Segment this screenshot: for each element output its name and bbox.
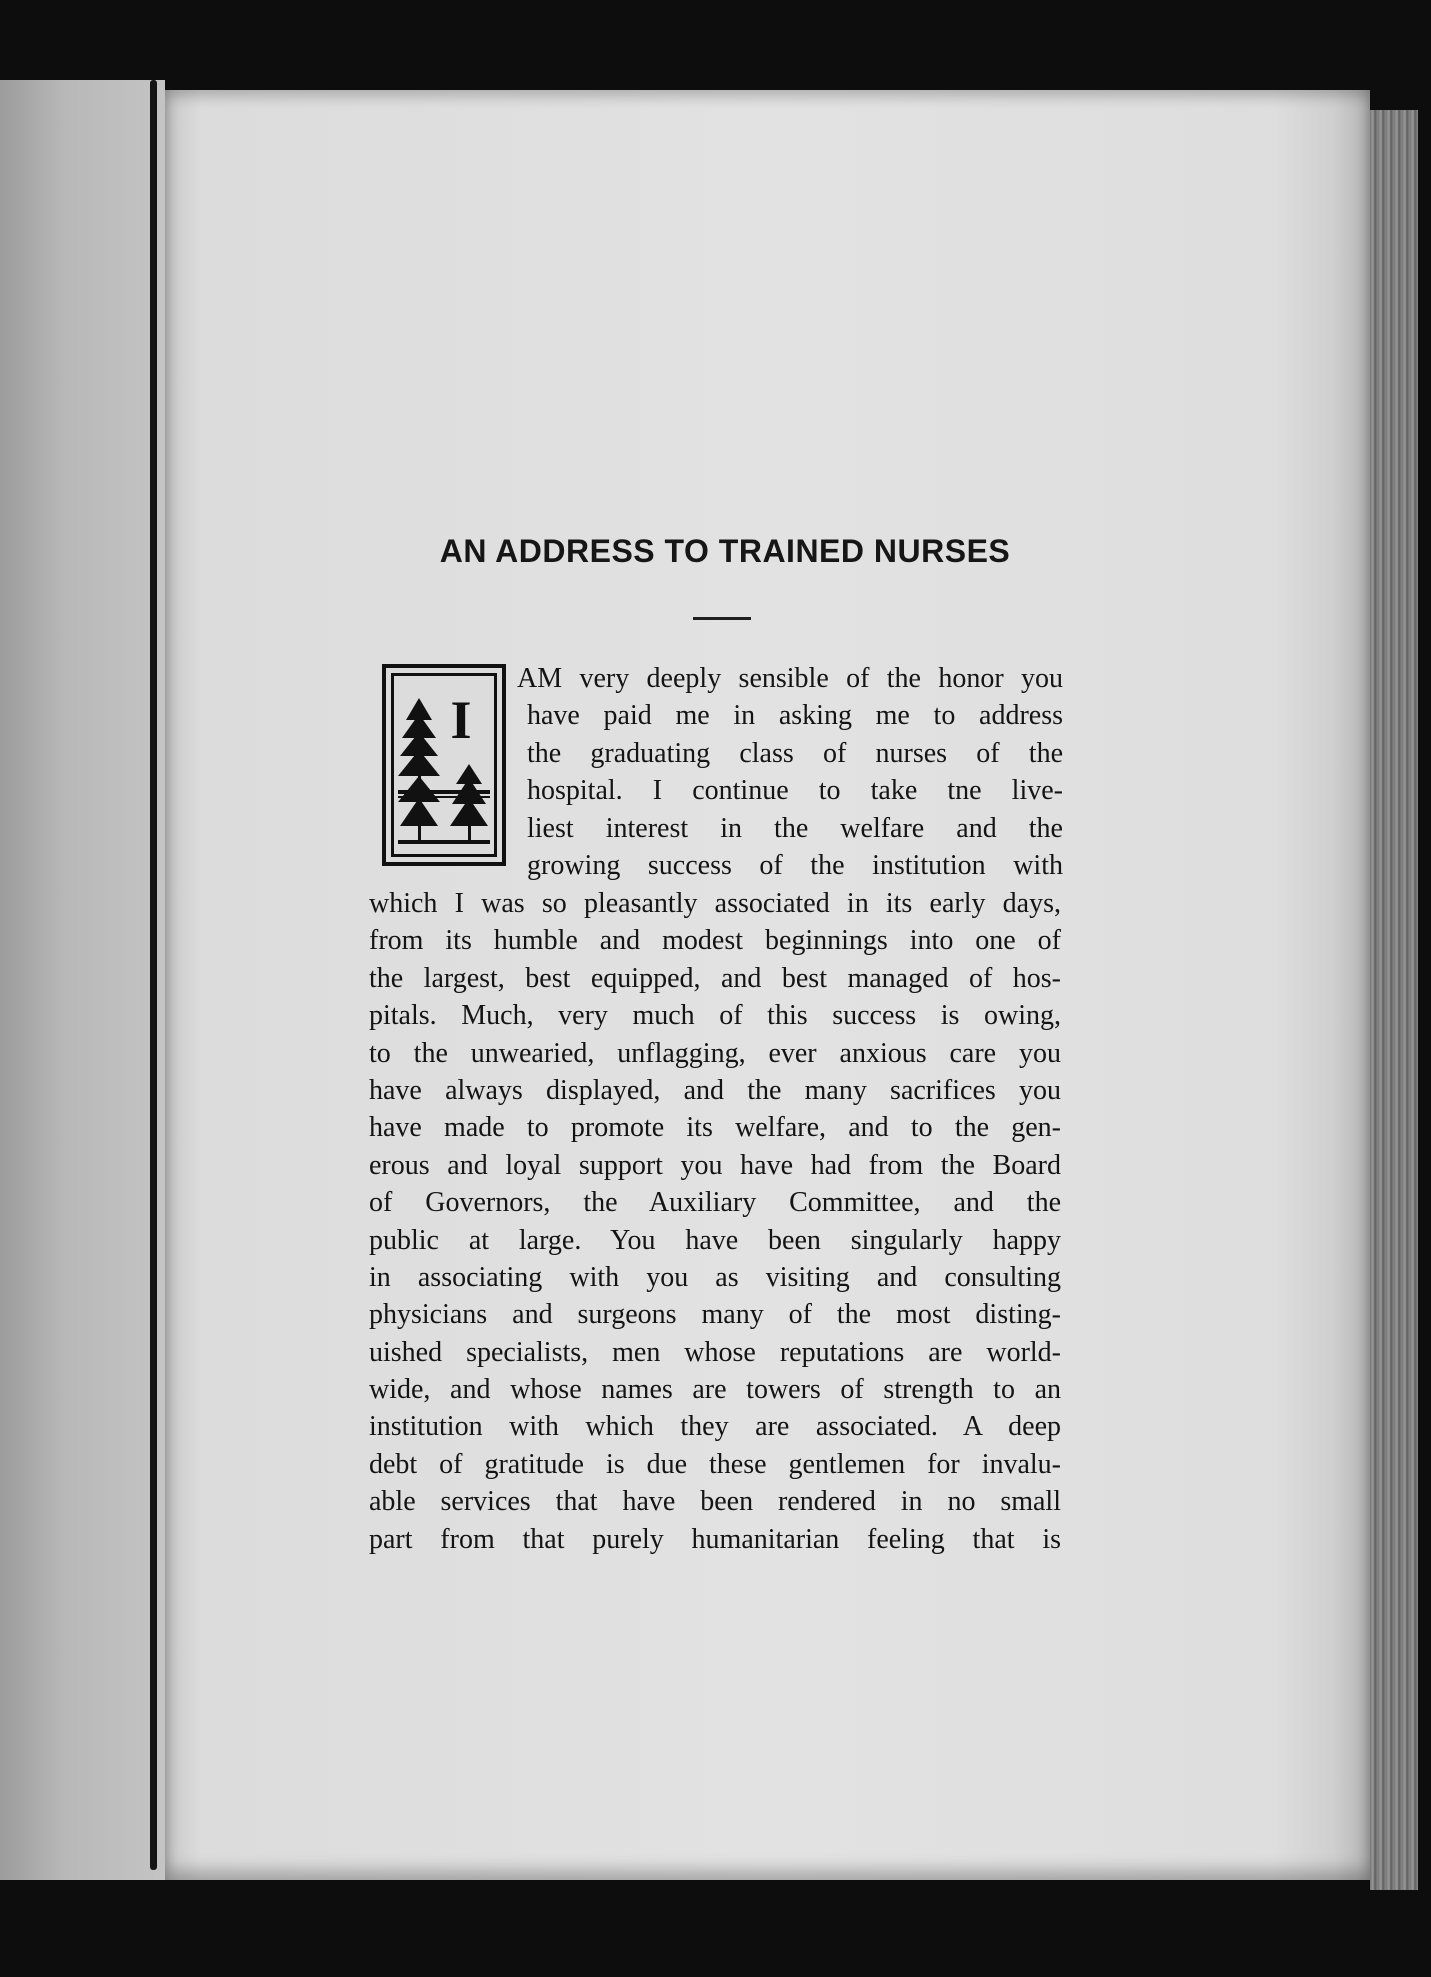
text-line: the largest, best equipped, and best managed of hos- (369, 962, 1061, 994)
text-line: which I was so pleasantly associated in its early days, (369, 888, 1061, 919)
text-line: erous and loyal support you have had from the Board (369, 1149, 1061, 1181)
text-line: have always displayed, and the many sacrifices you (369, 1074, 1061, 1106)
text-line: pitals. Much, very much of this success is owing, (369, 1000, 1061, 1032)
drop-cap-letter: I (450, 690, 472, 750)
text-line: able services that have been rendered in no small (369, 1486, 1061, 1518)
text-line: physicians and surgeons many of the most disting- (369, 1299, 1061, 1331)
pine-tree-icon (398, 680, 490, 850)
book-gutter (150, 80, 157, 1870)
text-line: wide, and whose names are towers of strength to an (369, 1374, 1061, 1406)
text-line: have paid me in asking me to address (527, 700, 1063, 732)
text-line: hospital. I continue to take tne live- (527, 775, 1063, 807)
previous-page-edge (0, 80, 165, 1880)
text-line: debt of gratitude is due these gentlemen for invalu- (369, 1448, 1061, 1480)
body-paragraph (369, 885, 1061, 1558)
text-line: the graduating class of nurses of the (527, 737, 1063, 769)
text-line: AM very deeply sensible of the honor you (517, 663, 1063, 694)
text-line: liest interest in the welfare and the (527, 812, 1063, 844)
text-line: growing success of the institution with (527, 849, 1063, 881)
text-line: public at large. You have been singularly happy (369, 1224, 1061, 1256)
text-line: from its humble and modest beginnings into one of (369, 925, 1061, 957)
text-line: have made to promote its welfare, and to the gen- (369, 1112, 1061, 1144)
drop-cap-ornament (382, 664, 506, 866)
page-edges-stack (1370, 110, 1418, 1890)
text-line: to the unwearied, unflagging, ever anxious care you (369, 1037, 1061, 1069)
opening-paragraph-wrapped (517, 660, 1063, 884)
text-line: institution with which they are associated. A deep (369, 1411, 1061, 1443)
title-rule (693, 617, 751, 620)
text-line: of Governors, the Auxiliary Committee, and the (369, 1187, 1061, 1219)
page-title: AN ADDRESS TO TRAINED NURSES (439, 533, 1011, 569)
text-line: uished specialists, men whose reputations are world- (369, 1336, 1061, 1368)
text-line: in associating with you as visiting and consulting (369, 1261, 1061, 1293)
text-line: part from that purely humanitarian feeling that is (369, 1523, 1061, 1555)
